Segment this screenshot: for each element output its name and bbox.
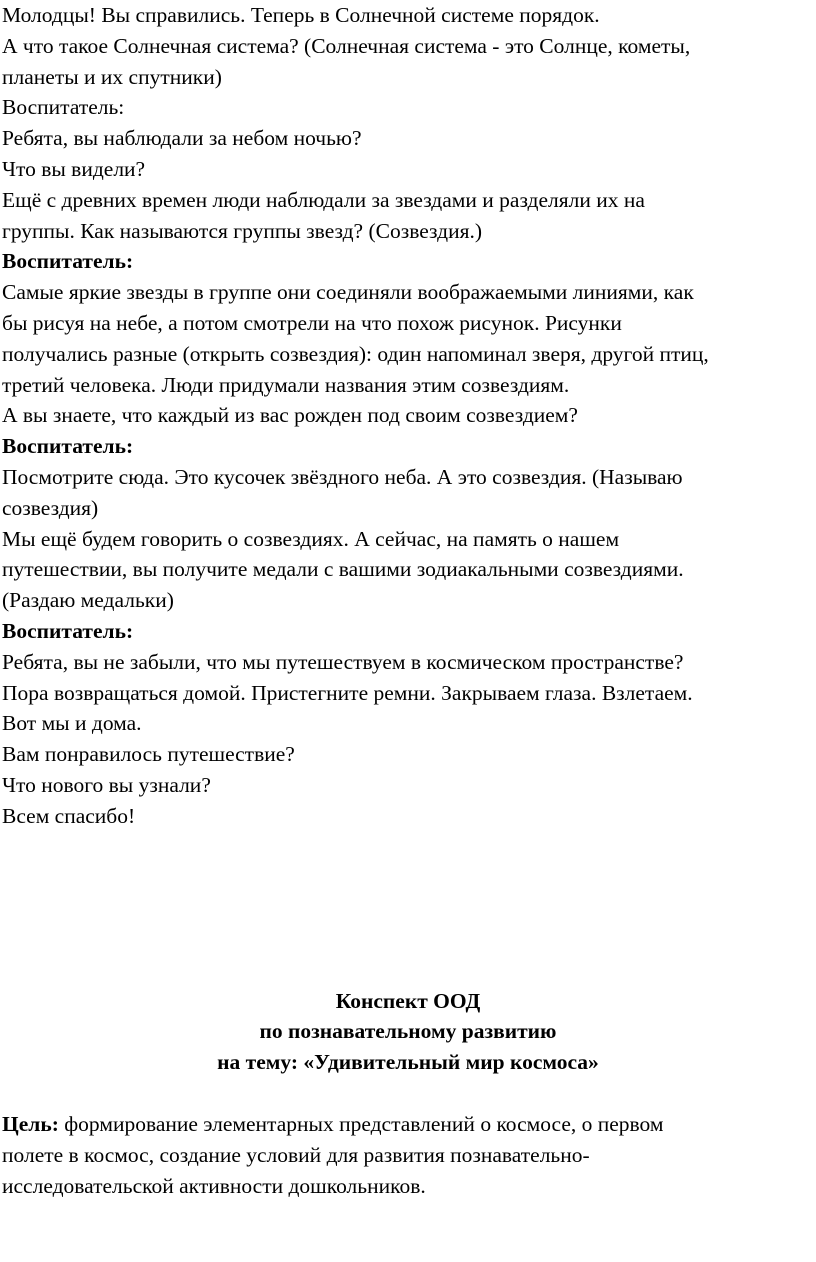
dialogue-section xyxy=(2,0,814,832)
text-line: Что нового вы узнали? xyxy=(2,772,211,797)
text-line: Вот мы и дома. xyxy=(2,711,142,736)
speaker-label: Воспитатель: xyxy=(2,618,134,643)
text-line: А вы знаете, что каждый из вас рожден под своим созвездием? xyxy=(2,403,578,428)
heading-title: Конспект ООД xyxy=(335,988,481,1013)
text-line: Мы ещё будем говорить о созвездиях. А сейчас, на память о нашем xyxy=(2,526,620,551)
text-line: Посмотрите сюда. Это кусочек звёздного неба. А это созвездия. (Называю xyxy=(2,464,683,489)
text-line: получались разные (открыть созвездия): один напоминал зверя, другой птиц, xyxy=(2,341,709,366)
speaker-label: Воспитатель: xyxy=(2,434,134,459)
text-line: планеты и их спутники) xyxy=(2,64,222,89)
text-line: Ребята, вы наблюдали за небом ночью? xyxy=(2,126,362,151)
goal-text: формирование элементарных представлений о космосе, о первом xyxy=(58,1111,664,1136)
text-line: (Раздаю медальки) xyxy=(2,588,174,613)
text-line: созвездия) xyxy=(2,495,99,520)
text-line: Ещё с древних времен люди наблюдали за звездами и разделяли их на xyxy=(2,187,645,212)
goal-section xyxy=(2,1109,814,1201)
text-line: третий человека. Люди придумали названия этим созвездиям. xyxy=(2,372,570,397)
text-line: Пора возвращаться домой. Пристегните ремни. Закрываем глаза. Взлетаем. xyxy=(2,680,693,705)
goal-line: исследовательской активности дошкольников. xyxy=(2,1173,426,1198)
spacer xyxy=(2,832,814,986)
document-heading xyxy=(2,986,814,1078)
text-line: путешествии, вы получите медали с вашими зодиакальными созвездиями. xyxy=(2,557,684,582)
text-line: бы рисуя на небе, а потом смотрели на что похож рисунок. Рисунки xyxy=(2,310,622,335)
text-line: группы. Как называются группы звезд? (Созвездия.) xyxy=(2,218,483,243)
heading-subtitle: по познавательному развитию xyxy=(259,1019,557,1044)
text-line: А что такое Солнечная система? (Солнечная система - это Солнце, кометы, xyxy=(2,33,691,58)
speaker-label: Воспитатель: xyxy=(2,95,125,120)
text-line: Вам понравилось путешествие? xyxy=(2,742,295,767)
text-line: Что вы видели? xyxy=(2,156,146,181)
text-line: Молодцы! Вы справились. Теперь в Солнечной системе порядок. xyxy=(2,3,600,27)
text-line: Всем спасибо! xyxy=(2,803,136,828)
speaker-label: Воспитатель: xyxy=(2,249,134,274)
document-page xyxy=(2,0,814,1201)
spacer xyxy=(2,1078,814,1109)
goal-label: Цель: xyxy=(2,1111,59,1136)
heading-topic: на тему: «Удивительный мир космоса» xyxy=(217,1050,599,1075)
text-line: Самые яркие звезды в группе они соединяли воображаемыми линиями, как xyxy=(2,280,694,305)
goal-line xyxy=(2,1109,814,1140)
goal-line: полете в космос, создание условий для развития познавательно- xyxy=(2,1142,590,1167)
text-line: Ребята, вы не забыли, что мы путешествуем в космическом пространстве? xyxy=(2,649,684,674)
